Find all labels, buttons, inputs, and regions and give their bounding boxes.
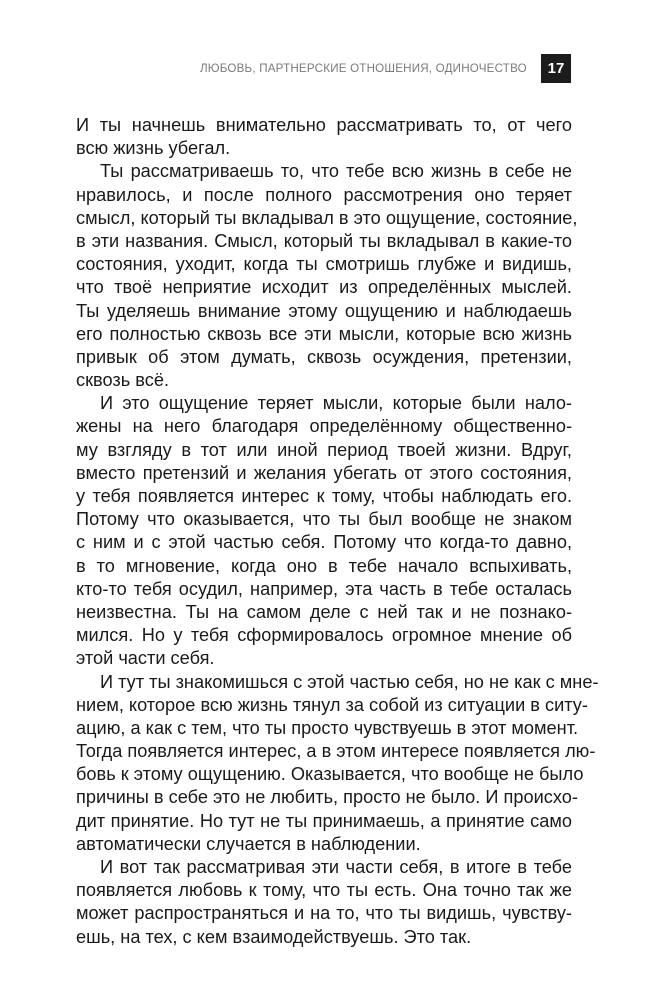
text-line: Тогда появляется интерес, а в этом интересе появляется лю- (76, 741, 596, 762)
text-line: Потому что оказывается, что ты был вообще не знаком (76, 509, 572, 530)
text-line: Ты уделяешь внимание этому ощущению и наблюдаешь (76, 300, 572, 321)
text-line: Ты рассматриваешь то, что тебе всю жизнь в себе не (100, 161, 572, 182)
text-line: всю жизнь убегал. (76, 138, 231, 159)
text-line: нием, которое всю жизнь тянул за собой из ситуации в ситу- (76, 694, 588, 715)
text-line: мился. Но у тебя сформировалось огромное мнение об (76, 625, 572, 646)
text-line: И ты начнешь внимательно рассматривать то, от чего (76, 115, 572, 135)
text-line: может распространяться и на то, что ты видишь, чувству- (76, 903, 572, 924)
text-line: его полностью сквозь все эти мысли, которые всю жизнь (76, 323, 572, 344)
text-line: появляется любовь к тому, что ты есть. Она точно так же (76, 880, 572, 901)
text-line: состояния, уходит, когда ты смотришь глубже и видишь, (76, 254, 572, 275)
text-line: дит принятие. Но тут не ты принимаешь, а принятие само (76, 810, 572, 831)
text-line: ацию, а как с тем, что ты просто чувствуешь в этот момент. (76, 717, 579, 738)
text-line: автоматически случается в наблюдении. (76, 833, 421, 854)
text-line: кто-то тебя осудил, например, эта часть в тебе осталась (76, 578, 572, 599)
text-line: привык об этом думать, сквозь осуждения, претензии, (76, 346, 572, 367)
body-text (76, 114, 599, 949)
text-line: что твоё неприятие исходит из определённых мыслей. (76, 277, 572, 298)
text-line: в то мгновение, когда оно в тебе начало вспыхивать, (76, 555, 572, 576)
text-line: И вот так рассматривая эти части себя, в итоге в тебе (100, 857, 572, 877)
text-line: сквозь всё. (76, 370, 170, 391)
text-line: у тебя появляется интерес к тому, чтобы наблюдать его. (76, 486, 572, 506)
text-line: И тут ты знакомишься с этой частью себя, но не как с мне- (100, 671, 599, 692)
page-number: 17 (541, 54, 571, 83)
text-line: с ним и с этой частью себя. Потому что когда-то давно, (76, 532, 572, 553)
running-title: ЛЮБОВЬ, ПАРТНЕРСКИЕ ОТНОШЕНИЯ, ОДИНОЧЕСТВО (200, 62, 527, 75)
text-line: И это ощущение теряет мысли, которые были нало- (100, 393, 572, 414)
text-line: жены на него благодаря определённому общественно- (76, 416, 572, 437)
text-line: смысл, который ты вкладывал в это ощущение, состояние, (76, 207, 578, 228)
text-line: вместо претензий и желания убегать от этого состояния, (76, 462, 572, 483)
text-line: бовь к этому ощущению. Оказывается, что вообще не было (76, 764, 584, 785)
text-line: причины в себе это не любить, просто не было. И происхо- (76, 787, 578, 808)
text-line: неизвестна. Ты на самом деле с ней так и не познако- (76, 601, 572, 622)
text-line: ешь, на тех, с кем взаимодействуешь. Это так. (76, 926, 472, 947)
text-line: нравилось, и после полного рассмотрения оно теряет (76, 184, 572, 205)
text-line: этой части себя. (76, 648, 215, 669)
text-line: в эти названия. Смысл, который ты вкладывал в какие-то (76, 230, 572, 251)
text-line: му взгляду в тот или иной период твоей жизни. Вдруг, (76, 439, 572, 460)
